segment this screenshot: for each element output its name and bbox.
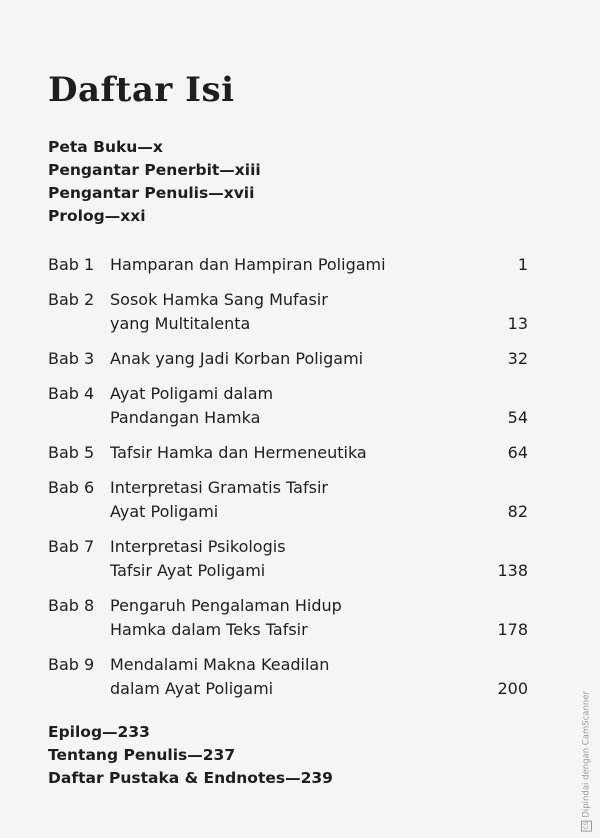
chapter-entry (48, 441, 528, 465)
chapter-title (110, 535, 468, 583)
chapter-title-line: dalam Ayat Poligami (110, 679, 274, 698)
chapter-page: 32 (507, 349, 528, 368)
chapter-title-line: yang Multitalenta (110, 314, 251, 333)
chapter-label: Bab 3 (48, 349, 95, 368)
chapter-page: 1 (517, 255, 528, 274)
chapter-page: 54 (507, 408, 528, 427)
chapter-title (110, 347, 468, 371)
chapter-title-line: Anak yang Jadi Korban Poligami (110, 349, 364, 368)
chapter-list (48, 253, 528, 701)
chapter-title-line: Sosok Hamka Sang Mufasir (110, 290, 328, 309)
chapter-title-line: Pengaruh Pengalaman Hidup (110, 596, 342, 615)
chapter-title-line: Tafsir Hamka dan Hermeneutika (110, 443, 367, 462)
chapter-title-line: Ayat Poligami (110, 502, 219, 521)
chapter-title (110, 441, 468, 465)
front-matter-item: Prolog—xxi (48, 207, 146, 225)
chapter-page: 64 (507, 443, 528, 462)
chapter-entry (48, 253, 528, 277)
chapter-entry (48, 653, 528, 701)
chapter-title (110, 653, 468, 701)
chapter-label: Bab 5 (48, 443, 95, 462)
chapter-entry (48, 535, 528, 583)
camscanner-logo-icon: CS (583, 822, 590, 831)
chapter-title-line: Pandangan Hamka (110, 408, 261, 427)
chapter-title-line: Ayat Poligami dalam (110, 384, 274, 403)
chapter-page: 178 (497, 620, 528, 639)
chapter-label: Bab 1 (48, 255, 95, 274)
chapter-title-line: Interpretasi Gramatis Tafsir (110, 478, 328, 497)
back-matter-list (48, 721, 333, 790)
chapter-label: Bab 8 (48, 596, 95, 615)
camscanner-watermark (581, 691, 592, 832)
front-matter-item: Pengantar Penulis—xvii (48, 184, 255, 202)
chapter-page: 200 (497, 679, 528, 698)
chapter-title (110, 288, 468, 336)
chapter-label: Bab 9 (48, 655, 95, 674)
back-matter-item: Tentang Penulis—237 (48, 746, 236, 764)
chapter-page: 138 (497, 561, 528, 580)
chapter-entry (48, 347, 528, 371)
chapter-title-line: Tafsir Ayat Poligami (110, 561, 266, 580)
chapter-entry (48, 382, 528, 430)
chapter-title-line: Mendalami Makna Keadilan (110, 655, 330, 674)
back-matter-item: Epilog—233 (48, 723, 150, 741)
front-matter-list (48, 136, 261, 228)
front-matter-item: Peta Buku—x (48, 138, 163, 156)
chapter-entry (48, 594, 528, 642)
chapter-title-line: Hamparan dan Hampiran Poligami (110, 255, 386, 274)
chapter-title-line: Interpretasi Psikologis (110, 537, 286, 556)
chapter-label: Bab 6 (48, 478, 95, 497)
watermark-text: Dipindai dengan CamScanner (581, 691, 592, 818)
chapter-title (110, 253, 468, 277)
front-matter-item: Pengantar Penerbit—xiii (48, 161, 261, 179)
chapter-label: Bab 7 (48, 537, 95, 556)
chapter-title-line: Hamka dalam Teks Tafsir (110, 620, 308, 639)
chapter-label: Bab 2 (48, 290, 95, 309)
chapter-title (110, 594, 468, 642)
chapter-label: Bab 4 (48, 384, 95, 403)
chapter-title (110, 382, 468, 430)
chapter-entry (48, 288, 528, 336)
chapter-title (110, 476, 468, 524)
chapter-page: 13 (507, 314, 528, 333)
back-matter-item: Daftar Pustaka & Endnotes—239 (48, 769, 333, 787)
chapter-page: 82 (507, 502, 528, 521)
chapter-entry (48, 476, 528, 524)
page-title: Daftar Isi (48, 70, 235, 110)
